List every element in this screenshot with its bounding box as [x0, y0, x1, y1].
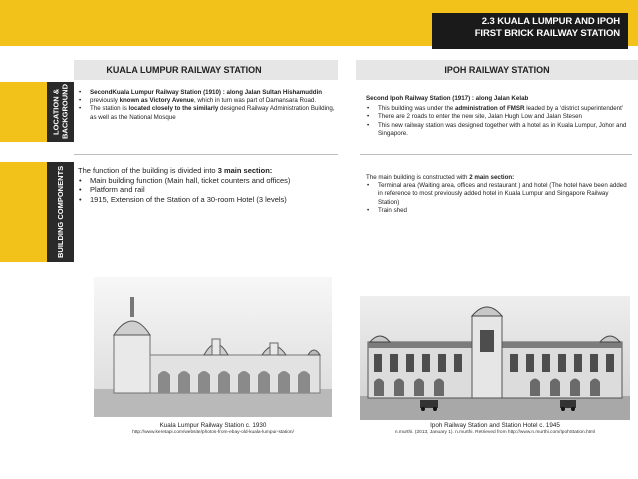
ipoh-station-photo	[360, 296, 630, 420]
kl-caption-block	[94, 422, 332, 436]
kl-photo-source: http://www.keretapi.com/website/photos-from-ebay-old-kuala-lumpur-station/	[132, 430, 294, 435]
ipoh-location-item: • There are 2 roads to enter the new site, Jalan Hugh Low and Jalan Stesen	[366, 113, 630, 121]
slide-title	[432, 13, 628, 49]
ipoh-location-item: • This new railway station was designed together with a hotel as in Kuala Lumpur, Johor and Singapore.	[366, 122, 630, 138]
ipoh-location-heading: Second Ipoh Railway Station (1917) : along Jalan Kelab	[366, 95, 529, 102]
kl-components-item: • Platform and rail	[78, 185, 336, 195]
ipoh-location-block	[366, 95, 630, 138]
ipoh-components-block	[366, 174, 630, 215]
kl-location-block	[78, 89, 336, 122]
location-section-label: LOCATION & BACKGROUND	[51, 84, 70, 140]
components-section-label: BUILDING COMPONENTS	[56, 165, 65, 259]
ipoh-components-item: • Train shed	[366, 207, 630, 215]
ipoh-caption-block	[360, 422, 630, 436]
kl-components-item: • Main building function (Main hall, ticket counters and offices)	[78, 176, 336, 186]
kl-photo-caption: Kuala Lumpur Railway Station c. 1930	[159, 422, 267, 429]
kl-column-header	[74, 60, 338, 80]
kl-divider	[74, 154, 338, 155]
components-side-accent	[0, 162, 47, 262]
ipoh-location-item: • This building was under the administration of FMSR leaded by a ‘district superintendent’	[366, 105, 630, 113]
kl-components-block	[78, 166, 336, 204]
ipoh-photo-caption: Ipoh Railway Station and Station Hotel c. 1945	[430, 422, 560, 429]
kl-location-item: • previously known as Victory Avenue, which in turn was part of Damansara Road.	[78, 97, 336, 105]
location-side-accent	[0, 82, 47, 142]
ipoh-divider	[360, 154, 632, 155]
kl-location-item: • SecondKuala Lumpur Railway Station (1910) : along Jalan Sultan Hishamuddin	[78, 89, 336, 97]
kl-station-illustration	[94, 277, 332, 417]
kl-column-header-text: KUALA LUMPUR RAILWAY STATION	[106, 65, 262, 75]
ipoh-photo-source: n.murthi. (2013, January 1). n.murthi. Retrieved from http://www.n.murthi.com/IpohStation.html	[394, 430, 596, 435]
ipoh-column-header-text: IPOH RAILWAY STATION	[444, 65, 550, 75]
ipoh-station-illustration	[360, 296, 630, 420]
kl-components-item: • 1915, Extension of the Station of a 30-room Hotel (3 levels)	[78, 195, 336, 205]
ipoh-components-item: • Terminal area (Waiting area, offices and restaurant ) and hotel (The hotel have been added in reference to most previously added hotel in Kuala Lumpur and Singapore Railway Station)	[366, 182, 630, 207]
ipoh-column-header	[356, 60, 638, 80]
kl-location-item: • The station is located closely to the similarly designed Railway Administration Building, as well as the National Mosque	[78, 105, 336, 121]
slide-title-line2: FIRST BRICK RAILWAY STATION	[474, 28, 620, 39]
slide-title-line1: 2.3 KUALA LUMPUR AND IPOH	[481, 16, 620, 27]
kl-station-photo	[94, 277, 332, 417]
kl-components-intro: The function of the building is divided into 3 main section:	[78, 166, 273, 175]
ipoh-components-intro: The main building is constructed with 2 main section:	[366, 174, 515, 181]
